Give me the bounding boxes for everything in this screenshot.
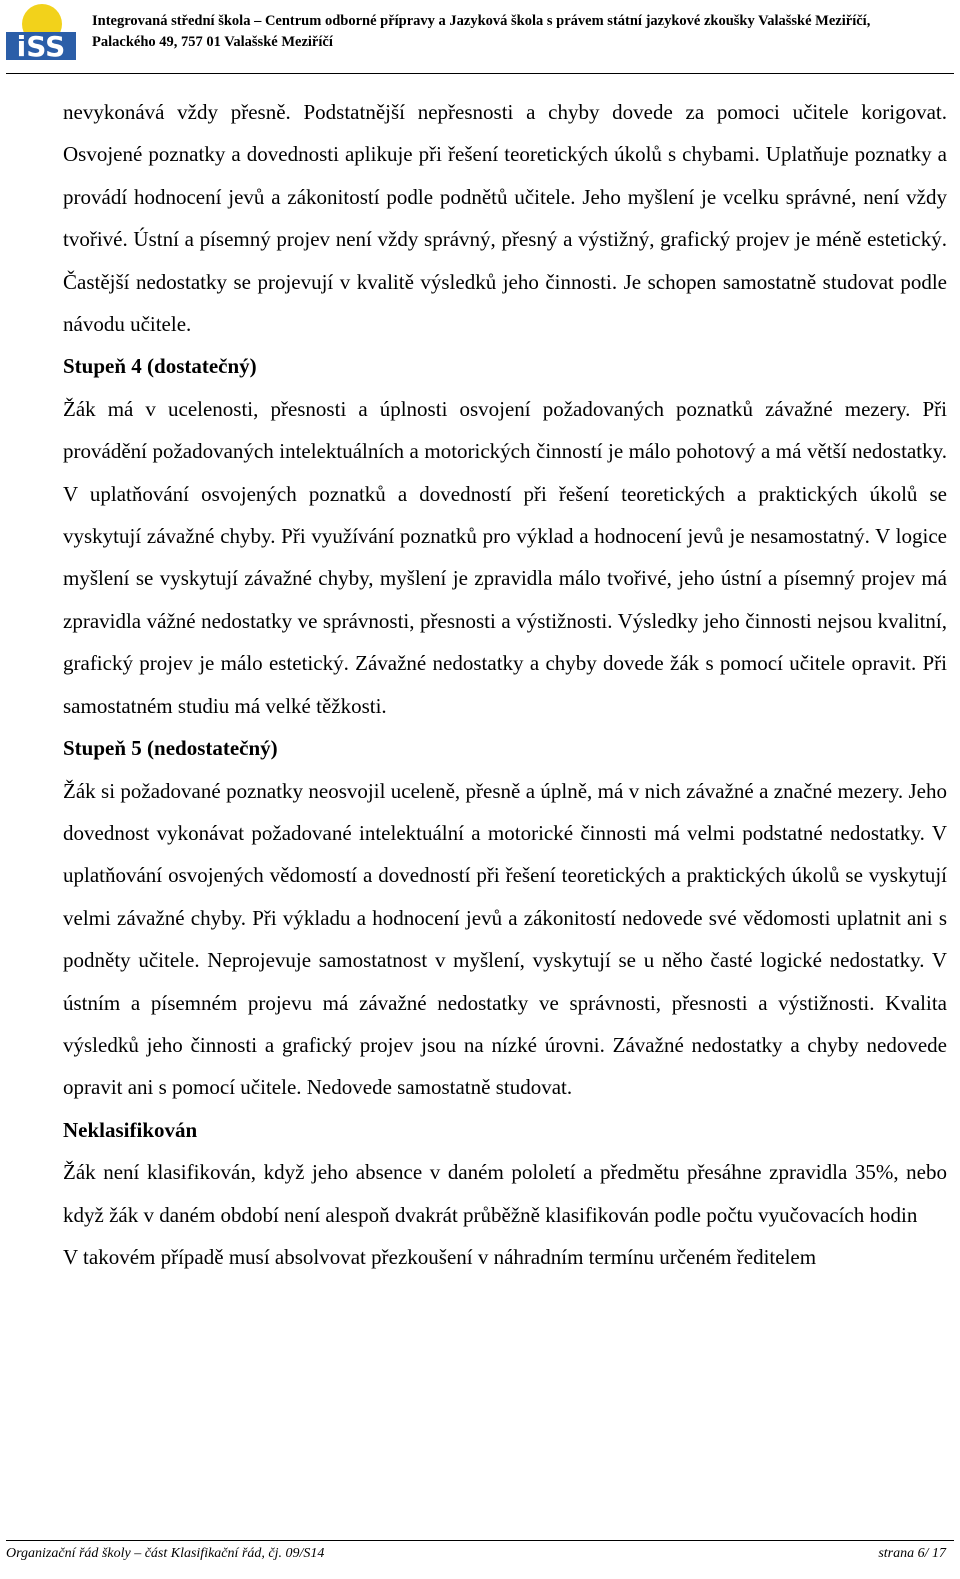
paragraph-unclassified-2: V takovém případě musí absolvovat přezkoušení v náhradním termínu určeném ředitelem <box>63 1244 817 1269</box>
school-name-line-1: Integrovaná střední škola – Centrum odborné přípravy a Jazyková škola s právem státní jazykové zkoušky Valašské Meziříčí, <box>92 13 871 29</box>
document-body <box>63 91 947 1278</box>
heading-unclassified: Neklasifikován <box>63 1117 198 1142</box>
paragraph-grade-4: Žák má v ucelenosti, přesnosti a úplnosti osvojení požadovaných poznatků závažné mezery. Při provádění požadovaných intelektuálních a motorických činností je málo pohotový a má větší nedostatky. V uplatňování osvojených poznatků a dovedností při řešení teoretických a praktických úkolů se vyskytují závažné chyby. Při využívání poznatků pro výklad a hodnocení jevů je nesamostatný. V logice myšlení se vyskytují závažné chyby, myšlení je zpravidla málo tvořivé, jeho ústní a písemný projev má zpravidla vážné nedostatky ve správnosti, přesnosti a výstižnosti. Výsledky jeho činnosti nejsou kvalitní, grafický projev je málo estetický. Závažné nedostatky a chyby dovede žák s pomocí učitele opravit. Při samostatném studiu má velké těžkosti. <box>63 396 947 718</box>
footer-document-title: Organizační řád školy – část Klasifikační řád, čj. 09/S14 <box>6 1546 325 1561</box>
logo-text: iSS <box>16 30 66 62</box>
school-logo <box>4 2 78 62</box>
heading-grade-4: Stupeň 4 (dostatečný) <box>63 354 257 379</box>
school-address-line: Palackého 49, 757 01 Valašské Meziříčí <box>92 34 333 50</box>
paragraph-grade-5: Žák si požadované poznatky neosvojil uceleně, přesně a úplně, má v nich závažné a značné mezery. Jeho dovednost vykonávat požadované intelektuální a motorické činnosti má velmi podstatné nedostatky. V uplatňování osvojených vědomostí a dovedností při řešení teoretických a praktických úkolů se vyskytují velmi závažné chyby. Při výkladu a hodnocení jevů a zákonitostí nedovede své vědomosti uplatnit ani s podněty učitele. Neprojevuje samostatnost v myšlení, vyskytují se u něho časté logické nedostatky. V ústním a písemném projevu má závažné nedostatky ve správnosti, přesnosti a výstižnosti. Kvalita výsledků jeho činnosti a grafický projev jsou na nízké úrovni. Závažné nedostatky a chyby nedovede opravit ani s pomocí učitele. Nedovede samostatně studovat. <box>63 778 947 1100</box>
page-header <box>0 0 960 76</box>
page-number: strana 6/ 17 <box>878 1546 946 1561</box>
paragraph-continued: nevykonává vždy přesně. Podstatnější nepřesnosti a chyby dovede za pomoci učitele korigovat. Osvojené poznatky a dovednosti aplikuje při řešení teoretických úkolů s chybami. Uplatňuje poznatky a provádí hodnocení jevů a zákonitostí podle podnětů učitele. Jeho myšlení je vcelku správné, není vždy tvořivé. Ústní a písemný projev není vždy správný, přesný a výstižný, grafický projev je méně estetický. Častější nedostatky se projevují v kvalitě výsledků jeho činnosti. Je schopen samostatně studovat podle návodu učitele. <box>63 100 947 337</box>
header-divider <box>6 73 954 74</box>
heading-grade-5: Stupeň 5 (nedostatečný) <box>63 736 278 761</box>
school-name <box>92 11 952 53</box>
footer-divider <box>6 1540 954 1541</box>
paragraph-unclassified-1: Žák není klasifikován, když jeho absence v daném pololetí a předmětu přesáhne zpravidla 35%, nebo když žák v daném období není alespoň dvakrát průběžně klasifikován podle počtu vyučovacích hodin <box>63 1160 947 1227</box>
